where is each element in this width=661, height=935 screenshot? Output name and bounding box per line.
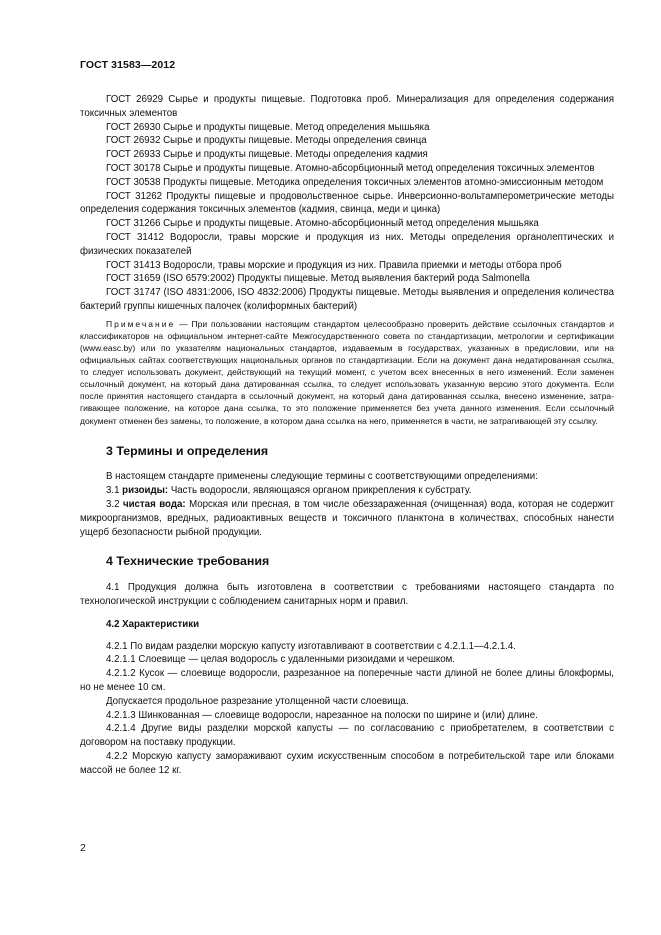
term-name: чистая вода: [122, 498, 186, 510]
note-paragraph [80, 318, 614, 427]
reference-item: ГОСТ 30538 Продукты пищевые. Методика определения токсичных элементов атомно-эмиссионным методом [106, 176, 604, 188]
term-3-1 [80, 484, 614, 498]
reference-item: ГОСТ 31747 (ISO 4831:2006, ISO 4832:2006) Продукты пищевые. Методы выявления и определения количества бактерий группы кишечных палочек (колиформных бактерий) [80, 287, 614, 312]
reference-item: ГОСТ 31262 Продукты пищевые и продовольственное сырье. Инверсионно-вольтамперометрические методы определения содержания токсичных элементов (кадмия, свинца, меди и цинка) [80, 190, 614, 216]
term-3-2 [80, 498, 614, 539]
term-number: 3.1 [106, 485, 123, 497]
term-name: ризоиды: [122, 485, 169, 497]
reference-item: ГОСТ 26933 Сырье и продукты пищевые. Методы определения кадмия [106, 149, 428, 161]
clause-4-2-1-2-note: Допускается продольное разрезание утолщенной части слоевища. [106, 695, 409, 707]
clause-4-2-1-3: 4.2.1.3 Шинкованная — слоевище водоросли, нарезанное на полоски по ширине и (или) длине. [106, 709, 538, 721]
clause-4-2-2: 4.2.2 Морскую капусту замораживают сухим искусственным способом в потребительской таре или блоками массой не более 12 кг. [80, 750, 614, 776]
term-definition: Часть водоросли, являющаяся органом прикрепления к субстрату. [168, 485, 472, 497]
reference-item: ГОСТ 31266 Сырье и продукты пищевые. Атомно-абсорбционный метод определения мышьяка [106, 218, 539, 230]
section-3-heading: 3 Термины и определения [106, 443, 269, 458]
reference-item: ГОСТ 30178 Сырье и продукты пищевые. Атомно-абсорбционный метод определения токсичных элементов [106, 162, 595, 174]
reference-item: ГОСТ 26932 Сырье и продукты пищевые. Методы определения свинца [106, 135, 427, 147]
section-3-intro: В настоящем стандарте применены следующие термины с соответствующими определениями: [106, 471, 538, 483]
clause-4-1: 4.1 Продукция должна быть изготовлена в соответствии с требованиями настоящего стандарта по технологической инструкции с соблюдением санитарных норм и правил. [80, 582, 614, 607]
term-number: 3.2 [106, 498, 123, 510]
clause-4-2-1-1: 4.2.1.1 Слоевище — целая водоросль с удаленными ризоидами и черешком. [106, 654, 455, 666]
clause-4-2-1: 4.2.1 По видам разделки морскую капусту изготавливают в соответствии с 4.2.1.1—4.2.1.4. [106, 640, 516, 652]
document-body [80, 93, 614, 778]
term-definition: Морская или пресная, в том числе обеззараженная (очищенная) вода, которая не содержит микроорганизмов, вредных, радиоактивных веществ и токсичного планктона в количествах, способных нанести ущерб безопасности рыбной продукции. [80, 498, 614, 538]
document-header: ГОСТ 31583—2012 [80, 59, 176, 71]
note-label: Примечание [106, 318, 176, 329]
subsection-4-2-heading: 4.2 Характеристики [106, 618, 200, 630]
note-text: — При пользовании настоящим стандартом целесообразно проверить действие ссылочных стандартов и классификаторов на официальном интернет-сайте Межгосударственного совета по стандартизации, метрологии и сертификации (www.easc.by) или по указателям национальных стандартов, издаваемым в государствах, указанных в предисловии, или на официальных сайтах соответствующих национальных органов по стандартизации. Если на документ дана недатированная ссылка, то следует использовать документ, действующий на текущий момент, с учетом всех внесенных в него изменений. Если заменен ссылочный документ, на который дана датированная ссылка, то следует использовать указанную версию этого документа. Если после принятия настоящего стандарта в ссылочный документ, на который дана датированная ссылка, внесено изменение, затрагивающее положение, на которое дана ссылка, то это положение применяется без учета данного изменения. Если ссылочный документ отменен без замены, то положение, в котором дана ссылка на него, применяется в части, не затрагивающей эту ссылку. [80, 318, 614, 426]
reference-item: ГОСТ 31659 (ISO 6579:2002) Продукты пищевые. Метод выявления бактерий рода Salmonella [106, 273, 530, 285]
clause-4-2-1-2: 4.2.1.2 Кусок — слоевище водоросли, разрезанное на поперечные части длиной не более длины блокформы, но не менее 10 см. [80, 668, 614, 693]
normative-references-list [80, 93, 614, 314]
reference-item: ГОСТ 26930 Сырье и продукты пищевые. Метод определения мышьяка [106, 121, 430, 133]
reference-item: ГОСТ 31412 Водоросли, травы морские и продукция из них. Методы определения органолептических и физических показателей [80, 231, 614, 257]
reference-item: ГОСТ 31413 Водоросли, травы морские и продукция из них. Правила приемки и методы отбора проб [106, 259, 562, 271]
reference-item: ГОСТ 26929 Сырье и продукты пищевые. Подготовка проб. Минерализация для определения содержания токсичных элементов [80, 94, 614, 119]
page-number: 2 [80, 842, 86, 854]
section-4-heading: 4 Технические требования [106, 554, 270, 569]
clause-4-2-1-4: 4.2.1.4 Другие виды разделки морской капусты — по согласованию с приобретателем, в соответствии с договором на поставку продукции. [80, 723, 614, 749]
